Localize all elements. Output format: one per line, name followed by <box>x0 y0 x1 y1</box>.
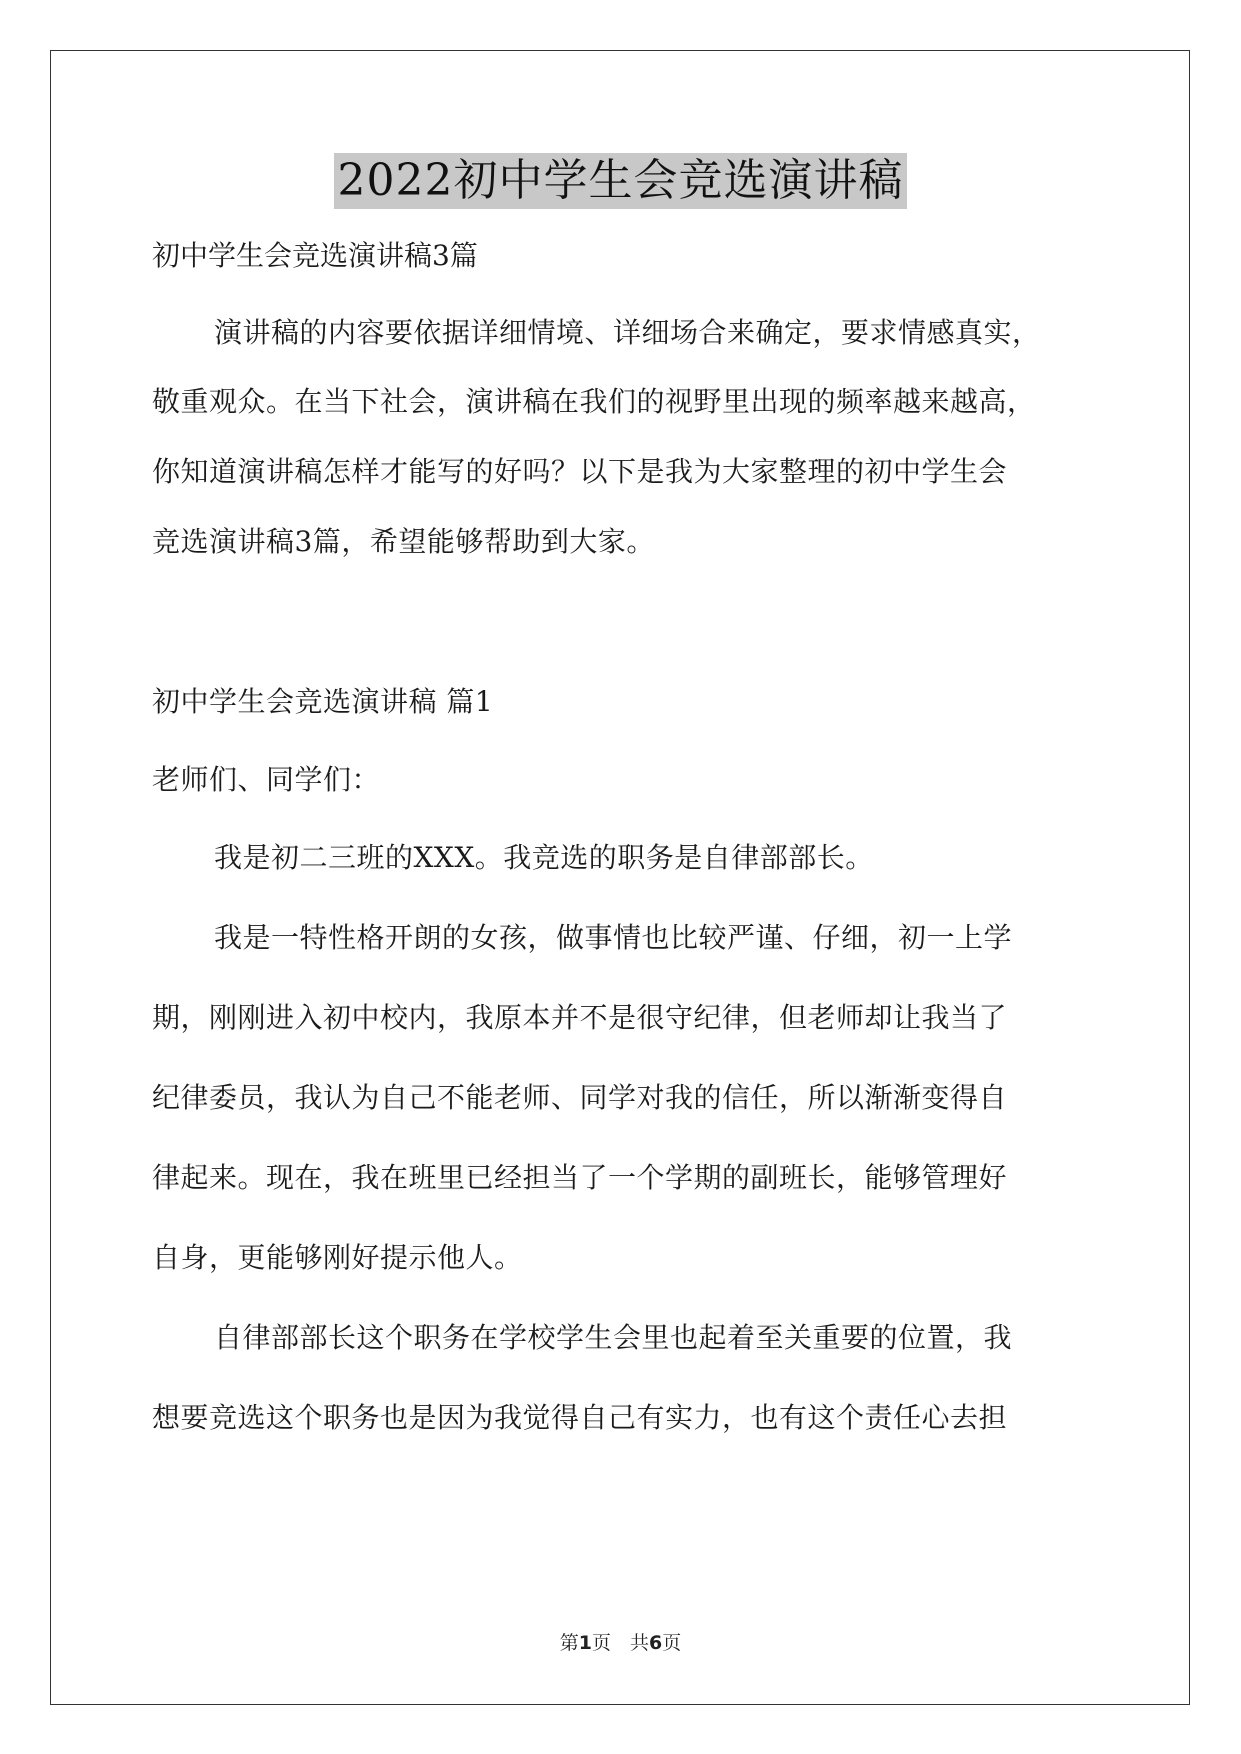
paragraph-line: 律起来。现在，我在班里已经担当了一个学期的副班长，能够管理好 <box>152 1161 1008 1194</box>
page-number-total: 6 <box>649 1632 663 1654</box>
paragraph-line: 我是一特性格开朗的女孩，做事情也比较严谨、仔细，初一上学 <box>214 921 1013 954</box>
paragraph-line: 想要竞选这个职务也是因为我觉得自己有实力，也有这个责任心去担 <box>152 1401 1008 1434</box>
paragraph-line: 你知道演讲稿怎样才能写的好吗？以下是我为大家整理的初中学生会 <box>152 455 1008 488</box>
page-footer <box>0 1628 1241 1655</box>
page-number-middle: 页 共 <box>591 1632 649 1654</box>
paragraph-line: 我是初二三班的XXX。我竞选的职务是自律部部长。 <box>214 841 874 874</box>
paragraph-line: 敬重观众。在当下社会，演讲稿在我们的视野里出现的频率越来越高， <box>152 385 1036 418</box>
document-title: 2022初中学生会竞选演讲稿 <box>334 153 908 209</box>
paragraph-line: 纪律委员，我认为自己不能老师、同学对我的信任，所以渐渐变得自 <box>152 1081 1008 1114</box>
title-container <box>0 153 1241 209</box>
salutation: 老师们、同学们： <box>152 763 381 796</box>
page-number-prefix: 第 <box>559 1632 579 1654</box>
paragraph-line: 期，刚刚进入初中校内，我原本并不是很守纪律，但老师却让我当了 <box>152 1001 1008 1034</box>
paragraph-line: 自律部部长这个职务在学校学生会里也起着至关重要的位置，我 <box>214 1321 1013 1354</box>
section-heading: 初中学生会竞选演讲稿 篇1 <box>152 685 494 718</box>
paragraph-line: 演讲稿的内容要依据详细情境、详细场合来确定，要求情感真实， <box>214 316 1041 349</box>
paragraph-line: 自身，更能够刚好提示他人。 <box>152 1241 523 1274</box>
page-number-current: 1 <box>578 1632 592 1654</box>
page-number-suffix: 页 <box>662 1632 682 1654</box>
document-subtitle: 初中学生会竞选演讲稿3篇 <box>152 239 478 272</box>
paragraph-line: 竞选演讲稿3篇，希望能够帮助到大家。 <box>152 525 655 558</box>
